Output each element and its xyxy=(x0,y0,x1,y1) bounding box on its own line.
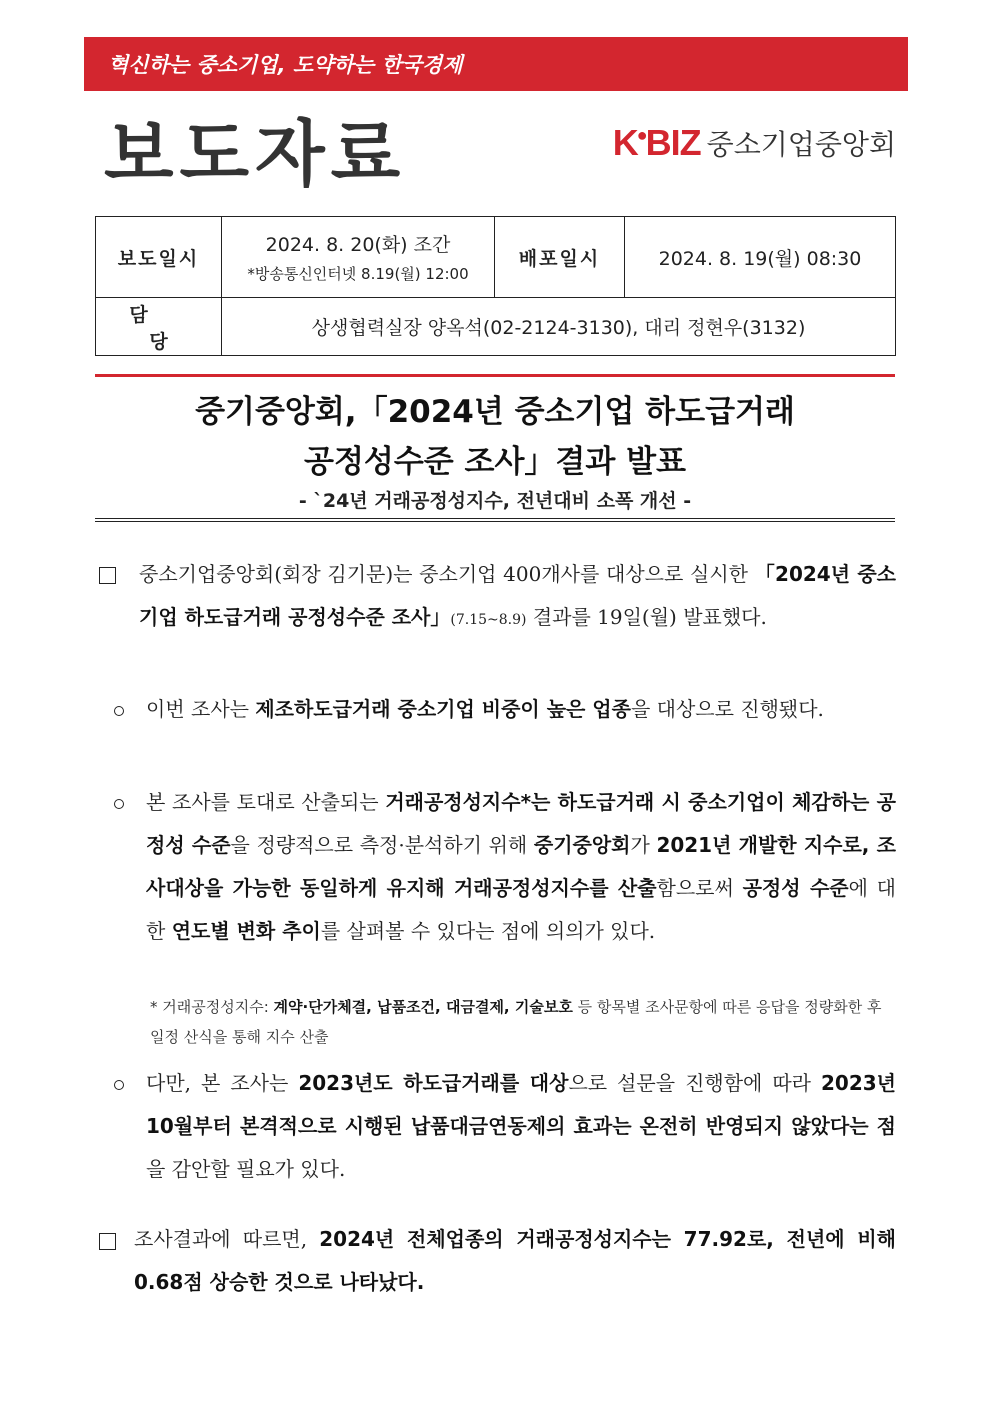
footnote: * 거래공정성지수: 계약·단가체결, 납품조건, 대금결제, 기술보호 등 항목별 조사문항에 따른 응답을 정량화한 후 일정 산식을 통해 지수 산출 xyxy=(150,998,882,1046)
logo-org-name: 중소기업중앙회 xyxy=(706,128,896,161)
paragraph-1: 중소기업중앙회(회장 김기문)는 중소기업 400개사를 대상으로 실시한 「2024년 중소기업 하도급거래 공정성수준 조사」(7.15~8.9) 결과를 19일(월) 발표했다. xyxy=(139,562,896,629)
checkbox-bullet xyxy=(99,567,116,584)
paragraph-2: 이번 조사는 제조하도급거래 중소기업 비중이 높은 업종을 대상으로 진행됐다. xyxy=(146,697,824,721)
slogan-banner xyxy=(84,37,908,91)
release-date: 2024. 8. 20(화) 조간 xyxy=(265,234,451,256)
distribution-date: 2024. 8. 19(월) 08:30 xyxy=(625,217,896,298)
distribution-label: 배포일시 xyxy=(495,217,625,298)
contact-info: 상생협력실장 양옥석(02-2124-3130), 대리 정현우(3132) xyxy=(222,298,896,356)
contact-label: 담 당 xyxy=(96,298,222,356)
release-info-table xyxy=(95,216,896,356)
circle-bullet xyxy=(114,799,124,809)
paragraph-5: 조사결과에 따르면, 2024년 전체업종의 거래공정성지수는 77.92로, 전년에 비해 0.68점 상승한 것으로 나타났다. xyxy=(134,1227,896,1294)
paragraph-3: 본 조사를 토대로 산출되는 거래공정성지수*는 하도급거래 시 중소기업이 체감하는 공정성 수준을 정량적으로 측정·분석하기 위해 중기중앙회가 2021년 개발한 지수로, 조사대상을 가능한 동일하게 유지해 거래공정성지수를 산출함으로써 공정성 수준에 대한 연도별 변화 추이를 살펴볼 수 있다는 점에 의의가 있다. xyxy=(146,790,897,943)
subheadline: - `24년 거래공정성지수, 전년대비 소폭 개선 - xyxy=(298,490,692,512)
headline-line1: 중기중앙회,「2024년 중소기업 하도급거래 xyxy=(195,394,795,430)
double-rule-bottom xyxy=(95,521,895,522)
release-date-cell xyxy=(222,217,495,298)
checkbox-bullet xyxy=(99,1233,116,1250)
logo-mark: K●BIZ xyxy=(612,122,701,163)
red-divider xyxy=(95,374,895,377)
slogan-text: 혁신하는 중소기업, 도약하는 한국경제 xyxy=(108,53,463,77)
paragraph-4: 다만, 본 조사는 2023년도 하도급거래를 대상으로 설문을 진행함에 따라 2023년 10월부터 본격적으로 시행된 납품대금연동제의 효과는 온전히 반영되지 않았다는 점을 감안할 필요가 있다. xyxy=(146,1071,896,1181)
kbiz-logo xyxy=(613,122,896,164)
double-rule-top xyxy=(95,518,895,519)
circle-bullet xyxy=(114,706,124,716)
release-note: *방송통신인터넷 8.19(월) 12:00 xyxy=(247,265,469,283)
headline-line2: 공정성수준 조사」결과 발표 xyxy=(304,444,686,480)
doc-title: 보도자료 xyxy=(104,112,407,196)
release-date-label: 보도일시 xyxy=(96,217,222,298)
circle-bullet xyxy=(114,1080,124,1090)
